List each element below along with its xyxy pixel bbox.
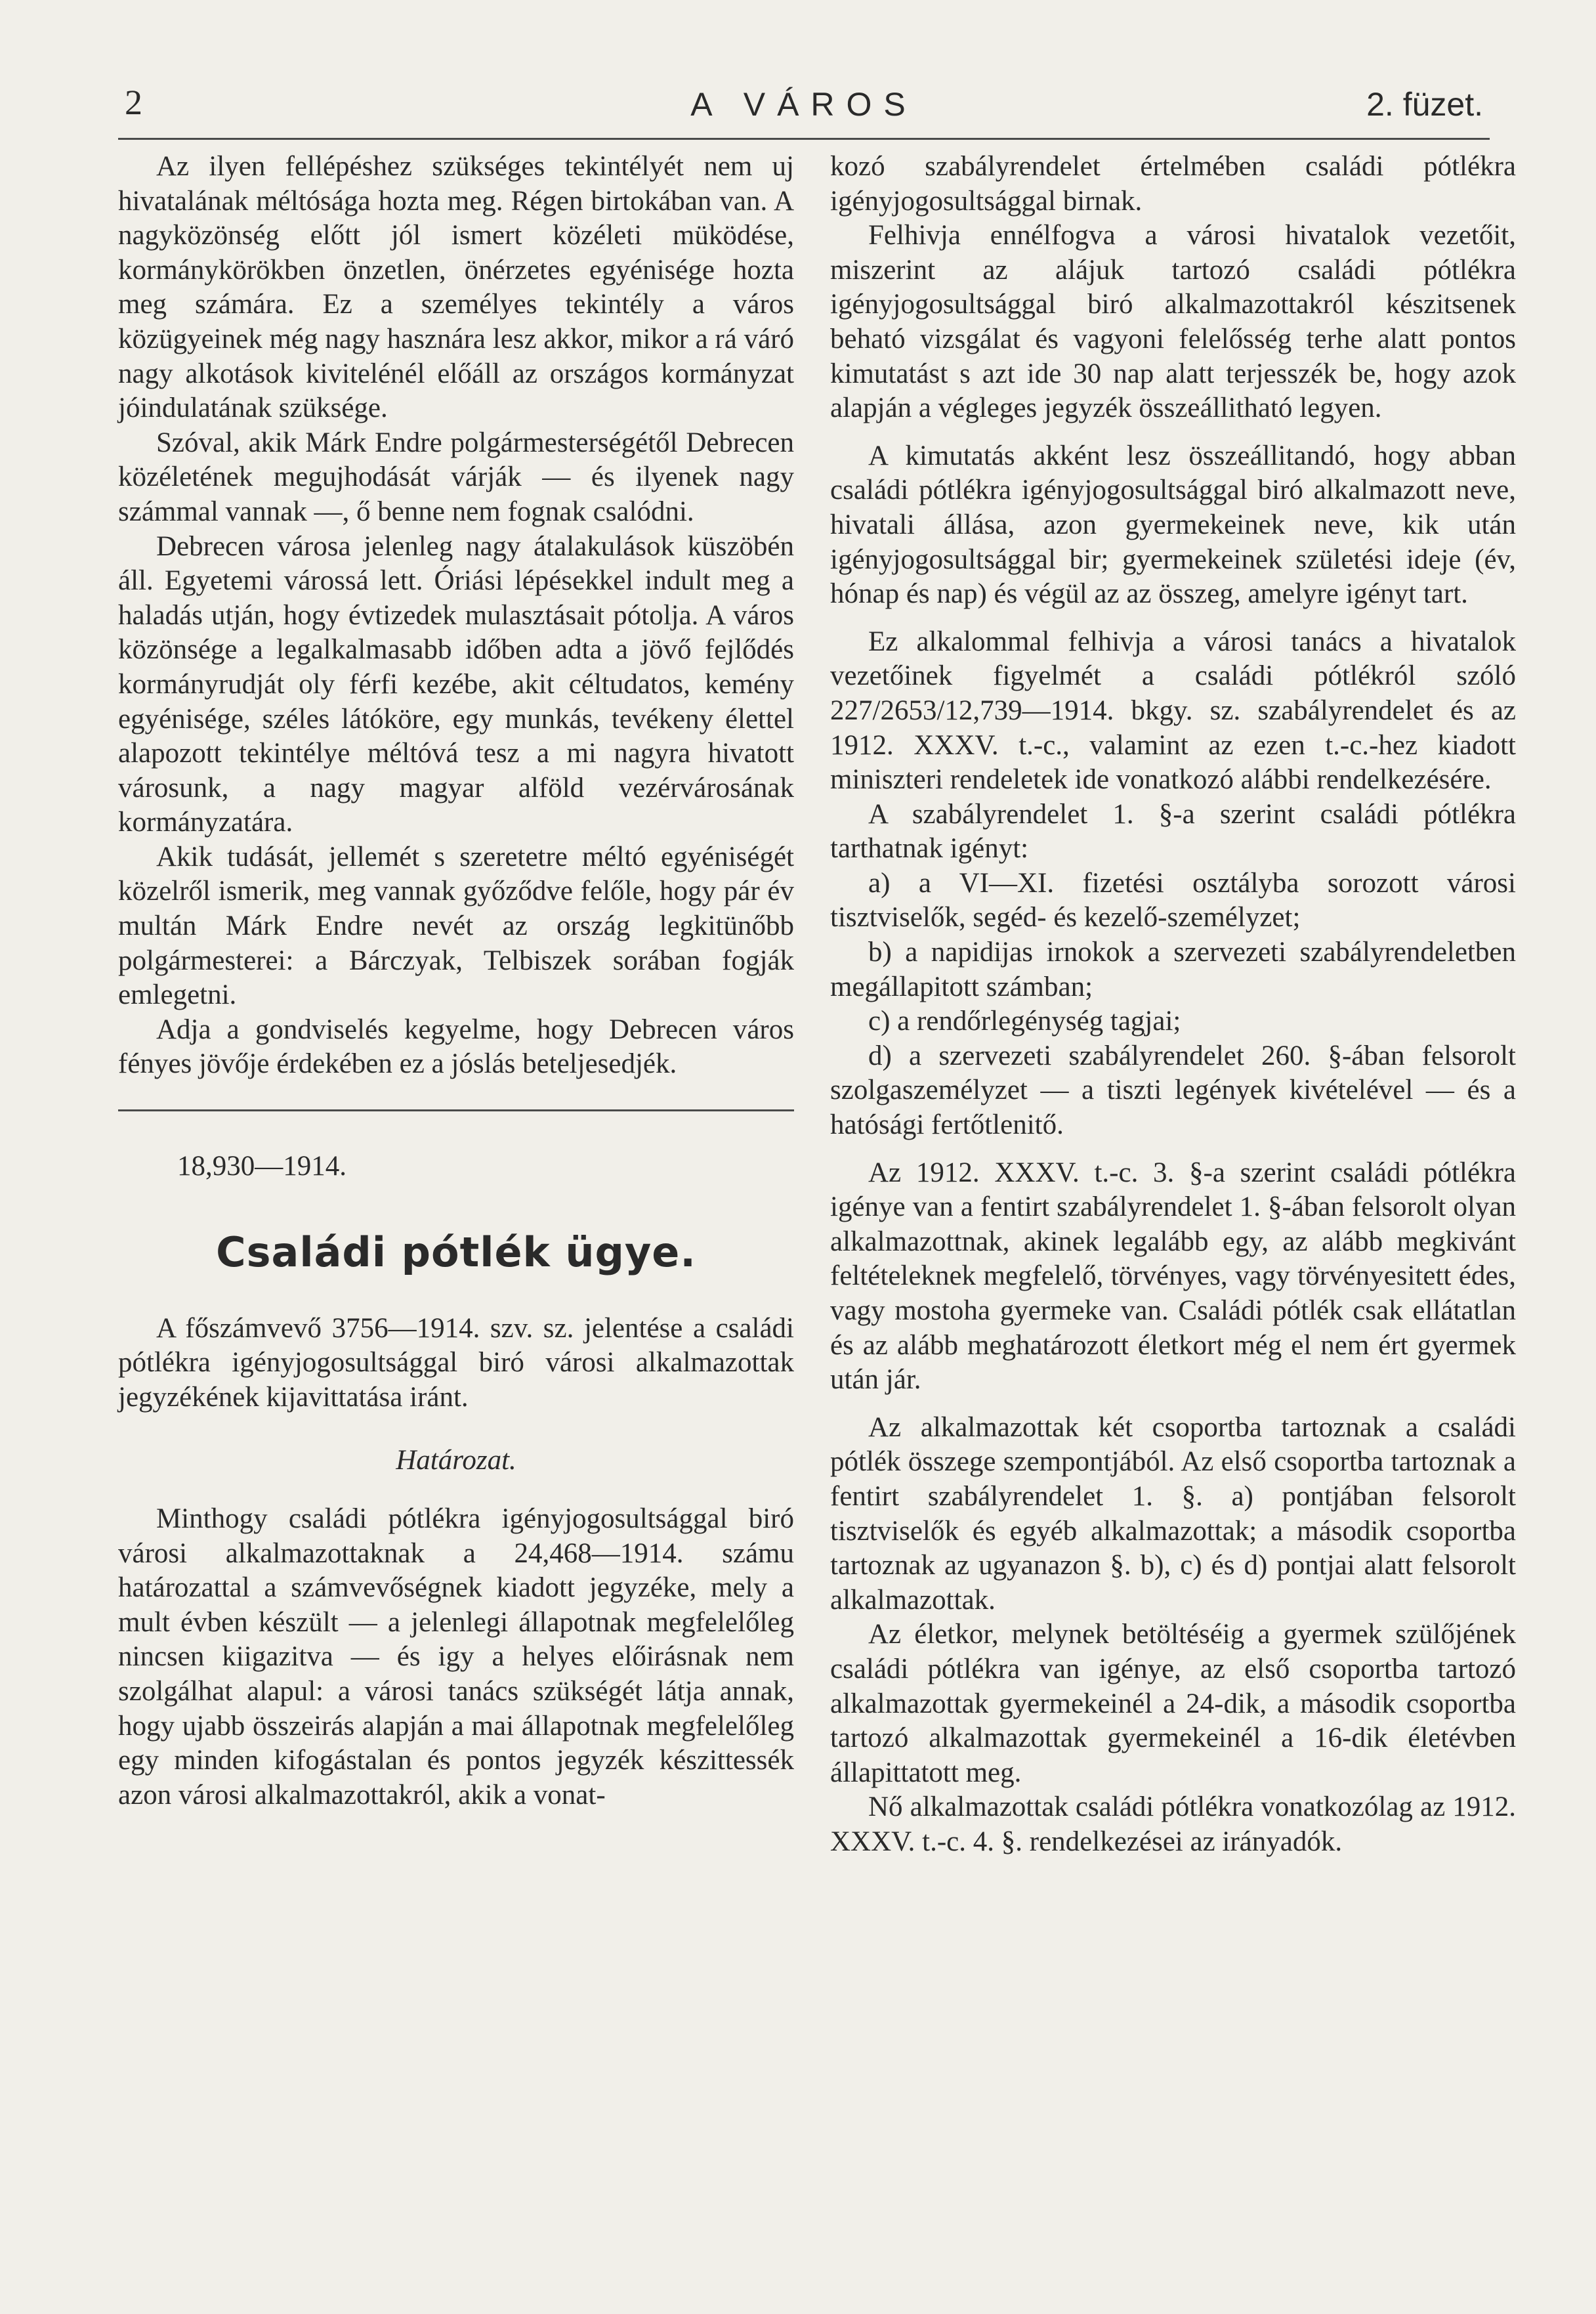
paragraph: A szabályrendelet 1. §-a szerint családi pótlékra tarthatnak igényt:: [830, 798, 1516, 865]
paragraph: Adja a gondviselés kegyelme, hogy Debrecen város fényes jövője érdekében ez a jóslás beteljesedjék.: [118, 1014, 794, 1080]
paragraph: Debrecen városa jelenleg nagy átalakulások küszöbén áll. Egyetemi várossá lett. Óriási lépésekkel indult meg a haladás utján, hogy évtizedek mulasztásait pótolja. A város közönsége a legalkalmasabb időben adta a jövő fejlődés kormányrudját oly férfi kezébe, akit céltudatos, kemény egyénisége, széles látóköre, egy munkás, tevékeny élettel alapozott tekintélye méltóvá tesz a mi nagyra hivatott városunk, a nagy magyar alföld vezérvárosának kormányzatára.: [118, 530, 794, 838]
decision-paragraph: Minthogy családi pótlékra igényjogosultsággal biró városi alkalmazottaknak a 24,468—1914. számu határozattal a számvevőségnek kiadott jegyzéke, mely a mult évben készült — a jelenlegi állapotnak megfelelőleg nincsen kiigazitva — és igy a helyes előirásnak nem szolgálhat alapul: a városi tanács szükségét látja annak, hogy ujabb összeirás alapján a mai állapotnak megfelelőleg egy minden kifogástalan és pontos jegyzék készittessék azon városi alkalmazottakról, akik a vonat-: [118, 1503, 794, 1810]
paragraph: Nő alkalmazottak családi pótlékra vonatkozólag az 1912. XXXV. t.-c. 4. §. rendelkezései az irányadók.: [830, 1791, 1516, 1857]
paragraph: Az 1912. XXXV. t.-c. 3. §-a szerint családi pótlékra igénye van a fentirt szabályrendelet 1. §-ában felsorolt olyan alkalmazottnak, akinek legalább egy, az alább megkivánt feltételeknek megfelelő, törvényes, vagy törvényesitett édes, vagy mostoha gyermeke van. Családi pótlék csak ellátatlan és az alább meghatározott életkort még el nem ért gyermek után jár.: [830, 1157, 1516, 1396]
left-column: [118, 150, 794, 1812]
list-item: d) a szervezeti szabályrendelet 260. §-ában felsorolt szolgaszemélyzet — a tiszti legények kivételével — és a hatósági fertőtlenitő.: [830, 1040, 1516, 1141]
list-item: b) a napidijas irnokok a szervezeti szabályrendeletben megállapitott számban;: [830, 937, 1516, 1002]
page-header: [118, 82, 1490, 140]
paragraph: Az alkalmazottak két csoportba tartoznak a családi pótlék összege szempontjából. Az első csoportba tartoznak a fentirt szabályrendelet 1. §. a) pontjában felsorolt tisztviselők és egyéb alkalmazottak; a második csoportba tartoznak az ugyanazon §. b), c) és d) pontjai alatt felsorolt alkalmazottak.: [830, 1411, 1516, 1616]
journal-title: A VÁROS: [690, 86, 917, 123]
paragraph: Ez alkalommal felhivja a városi tanács a hivatalok vezetőinek figyelmét a családi pótlékról szóló 227/2653/12,739—1914. bkgy. sz. szabályrendelet és az 1912. XXXV. t.-c., valamint az ezen t.-c.-hez kiadott miniszteri rendeletek ide vonatkozó alábbi rendelkezésére.: [830, 626, 1516, 796]
intro-paragraph: A főszámvevő 3756—1914. szv. sz. jelentése a családi pótlékra igényjogosultsággal biró városi alkalmazottak jegyzékének kijavittatása iránt.: [118, 1312, 794, 1413]
paragraph: Szóval, akik Márk Endre polgármesterségétől Debrecen közéletének megujhodását várják — és ilyenek nagy számmal vannak —, ő benne nem fognak csalódni.: [118, 427, 794, 527]
list-item: a) a VI—XI. fizetési osztályba sorozott városi tisztviselők, segéd- és kezelő-személyzet;: [830, 867, 1516, 933]
right-column: [830, 150, 1516, 1860]
paragraph: Az ilyen fellépéshez szükséges tekintélyét nem uj hivatalának méltósága hozta meg. Régen birtokában van. A nagyközönség előtt jól ismert közéleti müködése, kormánykörökben önzetlen, önérzetes egyénisége hozta meg számára. Ez a személyes tekintély a város közügyeinek még nagy hasznára lesz akkor, mikor a rá váró nagy alkotások kivitelénél előáll az országos kormányzat jóindulatának szüksége.: [118, 151, 794, 424]
section-title: Családi pótlék ügye.: [216, 1228, 696, 1276]
list-item: c) a rendőrlegénység tagjai;: [868, 1006, 1181, 1037]
document-number: 18,930—1914.: [177, 1151, 346, 1182]
paragraph: kozó szabályrendelet értelmében családi pótlékra igényjogosultsággal birnak.: [830, 151, 1516, 217]
section-divider: [118, 1109, 794, 1111]
decision-heading: Határozat.: [396, 1445, 516, 1476]
paragraph: Akik tudását, jellemét s szeretetre méltó egyéniségét közelről ismerik, meg vannak győződve felőle, hogy pár év multán Márk Endre nevét az ország legkitünőbb polgármesterei: a Bárczyak, Telbiszek sorában fogják emlegetni.: [118, 841, 794, 1011]
paragraph: A kimutatás akként lesz összeállitandó, hogy abban családi pótlékra igényjogosultsággal biró alkalmazott neve, hivatali állása, azon gyermekeinek neve, kik után igényjogosultsággal bir; gyermekeinek születési ideje (év, hónap és nap) és végül az az összeg, amelyre igényt tart.: [830, 440, 1516, 610]
issue-number: 2. füzet.: [1366, 86, 1483, 123]
paragraph: Felhivja ennélfogva a városi hivatalok vezetőit, miszerint az alájuk tartozó családi pótlékra igényjogosultsággal biró alkalmazottakról készitsenek beható vizsgálat és vagyoni felelősség terhe alatt pontos kimutatást s azt ide 30 nap alatt terjesszék be, hogy azok alapján a végleges jegyzék összeállitható legyen.: [830, 220, 1516, 424]
paragraph: Az életkor, melynek betöltéséig a gyermek szülőjének családi pótlékra van igénye, az első csoportba tartozó alkalmazottak gyermekeinél a 24-dik, a második csoportba tartozó alkalmazottak gyermekeinél a 16-dik életévben állapittatott meg.: [830, 1619, 1516, 1788]
page-number: 2: [125, 83, 142, 122]
